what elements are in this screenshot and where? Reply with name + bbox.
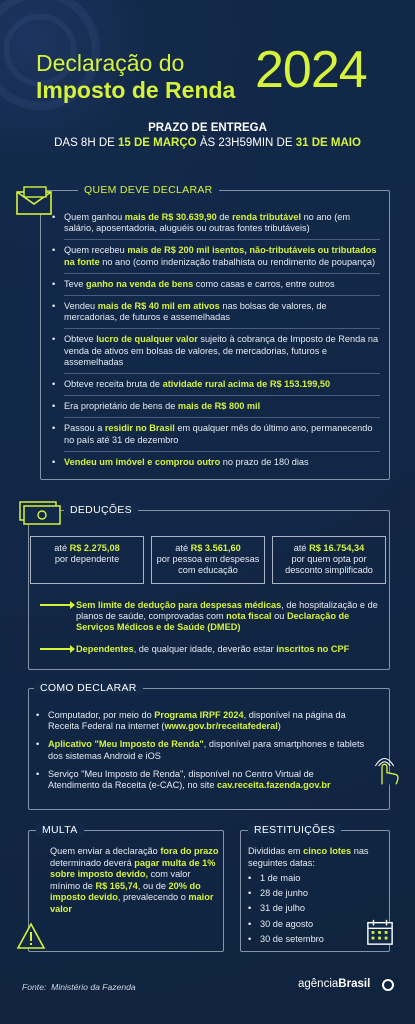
year: 2024 bbox=[255, 41, 367, 99]
quem-deve-list bbox=[52, 212, 380, 468]
list-item: • Obteve lucro de qualquer valor sujeito à cobrança de Imposto de Renda na venda de ativos em bolsas de valores, de mercadorias, futuros e assemelhadas bbox=[52, 334, 380, 368]
list-item: • Serviço "Meu Imposto de Renda", disponível no Centro Virtual de Atendimento da Receita (e-CAC), no site cav.receita.fazenda.gov.br bbox=[36, 769, 366, 791]
date-item: • 1 de maio bbox=[248, 873, 378, 884]
calendar-icon bbox=[366, 918, 394, 946]
title-line1: Declaração do bbox=[36, 50, 185, 76]
date-item: • 30 de setembro bbox=[248, 934, 378, 945]
restituicoes-dates bbox=[248, 873, 378, 945]
touch-hand-icon bbox=[372, 756, 402, 786]
deduction-note-dependentes: Dependentes, de qualquer idade, deverão estar inscritos no CPF bbox=[40, 644, 385, 658]
como-list bbox=[36, 710, 366, 791]
deduction-card-simplificado: até R$ 16.754,34 por quem opta por desconto simplificado bbox=[272, 536, 386, 584]
como-label: COMO DECLARAR bbox=[34, 682, 143, 694]
deduction-note-medicas: Sem limite de dedução para despesas médicas, de hospitalização e de planos de saúde, comprovadas com nota fiscal ou Declaração de Serviços Médicos e de Saúde (DMED) bbox=[40, 600, 385, 640]
restituicoes-text: Divididas em cinco lotes nas seguintes datas: bbox=[248, 846, 369, 868]
prazo-text: DAS 8H DE 15 DE MARÇO ÀS 23H59MIN DE 31 DE MAIO bbox=[54, 137, 361, 149]
list-item: • Passou a residir no Brasil em qualquer mês do último ano, permanecendo no país até 31 de dezembro bbox=[52, 423, 380, 445]
prazo-title: PRAZO DE ENTREGA bbox=[148, 122, 267, 134]
agencia-brasil-logo: agênciaBrasil bbox=[298, 978, 371, 990]
money-stack-icon bbox=[18, 498, 62, 528]
source: Fonte: Ministério da Fazenda bbox=[22, 982, 136, 992]
list-item: • Teve ganho na venda de bens como casas e carros, entre outros bbox=[52, 279, 380, 290]
multa-text: Quem enviar a declaração fora do prazo determinado deverá pagar multa de 1% sobre imposto devido, com valor mínimo de R$ 165,74, ou de 20% do imposto devido, prevalecendo o maior valor bbox=[50, 846, 219, 914]
warning-icon bbox=[16, 922, 46, 950]
list-item: • Quem recebeu mais de R$ 200 mil isentos, não-tributáveis ou tributados na fonte no ano (como indenização trabalhista ou rendimento de poupança) bbox=[52, 245, 380, 267]
deducoes-label: DEDUÇÕES bbox=[64, 504, 138, 516]
deduction-card-dependente: até R$ 2.275,08 por dependente bbox=[30, 536, 144, 584]
quem-deve-label: QUEM DEVE DECLARAR bbox=[78, 184, 219, 196]
list-item: • Computador, por meio do Programa IRPF 2024, disponível na página da Receita Federal na internet (www.gov.br/receitafederal) bbox=[36, 710, 366, 732]
title-line2: Imposto de Renda bbox=[36, 77, 236, 103]
arrow-right-icon bbox=[40, 604, 72, 606]
restituicoes-label: RESTITUIÇÕES bbox=[248, 824, 341, 836]
arrow-right-icon bbox=[40, 648, 72, 650]
list-item: • Quem ganhou mais de R$ 30.639,90 de renda tributável no ano (em salário, aposentadoria, aluguéis ou outras fontes tributáveis) bbox=[52, 212, 380, 234]
list-item: • Vendeu mais de R$ 40 mil em ativos nas bolsas de valores, de mercadorias, de futuros e assemelhadas bbox=[52, 301, 380, 323]
brand-ring-icon bbox=[382, 979, 394, 991]
list-item: • Aplicativo "Meu Imposto de Renda", disponível para smartphones e tablets dos sistemas Android e iOS bbox=[36, 739, 366, 761]
list-item: • Era proprietário de bens de mais de R$ 800 mil bbox=[52, 401, 380, 412]
deduction-card-educacao: até R$ 3.561,60 por pessoa em despesas com educação bbox=[151, 536, 265, 584]
date-item: • 30 de agosto bbox=[248, 919, 378, 930]
list-item: • Obteve receita bruta de atividade rural acima de R$ 153.199,50 bbox=[52, 379, 380, 390]
envelope-money-icon bbox=[16, 186, 56, 216]
list-item: • Vendeu um imóvel e comprou outro no prazo de 180 dias bbox=[52, 457, 380, 468]
date-item: • 31 de julho bbox=[248, 903, 378, 914]
multa-label: MULTA bbox=[36, 824, 84, 836]
date-item: • 28 de junho bbox=[248, 888, 378, 899]
